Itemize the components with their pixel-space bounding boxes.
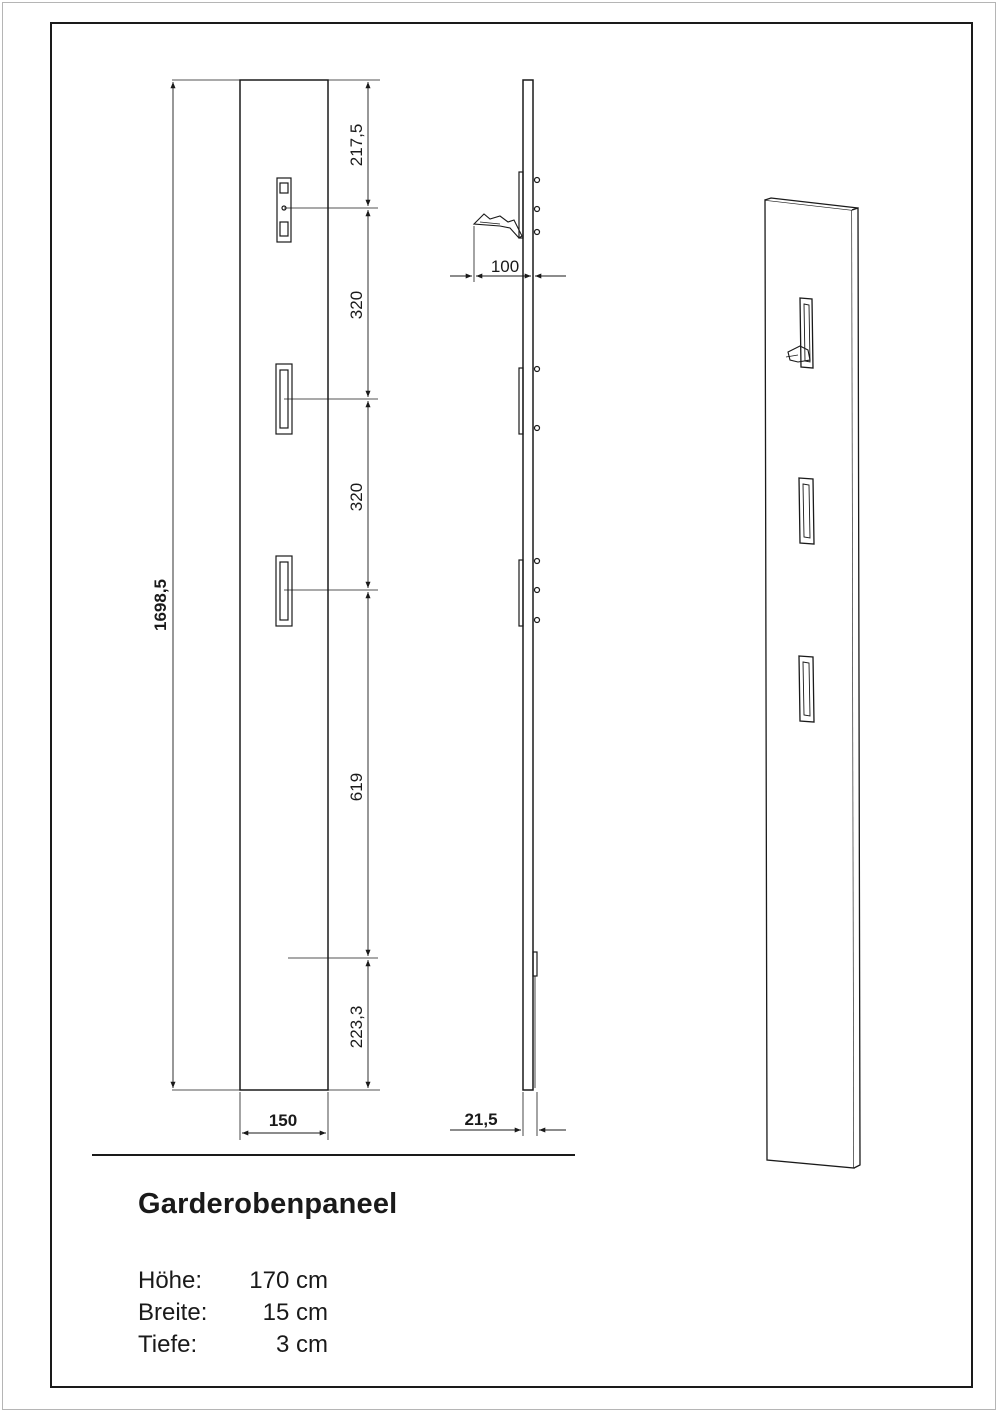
side-hook-1 xyxy=(474,172,540,238)
dim-hook-projection: 100 xyxy=(490,257,520,276)
spec-value: 3 cm xyxy=(275,1331,328,1358)
side-hook-2 xyxy=(519,367,540,435)
spec-list xyxy=(138,1265,398,1361)
side-view xyxy=(450,80,566,1136)
dim-segment-1: 217,5 xyxy=(347,123,366,167)
front-view xyxy=(172,80,380,1140)
spec-label: Breite: xyxy=(138,1299,208,1326)
spec-value: 15 cm xyxy=(262,1299,328,1326)
perspective-view xyxy=(765,198,860,1168)
spec-label: Tiefe: xyxy=(138,1331,198,1358)
spec-row-width xyxy=(138,1297,398,1329)
dim-segment-4: 619 xyxy=(347,772,366,802)
spec-label: Höhe: xyxy=(138,1267,203,1294)
dim-depth: 21,5 xyxy=(464,1110,498,1129)
side-hook-3 xyxy=(519,559,540,627)
dim-segment-3: 320 xyxy=(347,482,366,512)
dim-width: 150 xyxy=(268,1111,298,1130)
spec-value: 170 cm xyxy=(249,1267,328,1294)
dim-total-height: 1698,5 xyxy=(151,579,170,631)
spec-row-height xyxy=(138,1265,398,1297)
front-panel-outline xyxy=(240,80,328,1090)
side-panel-outline xyxy=(523,80,533,1090)
spec-row-depth xyxy=(138,1329,398,1361)
product-title: Garderobenpaneel xyxy=(138,1188,398,1220)
front-hook-3 xyxy=(276,556,292,626)
dim-segment-5: 223,3 xyxy=(347,1005,366,1049)
front-hook-1 xyxy=(277,178,291,242)
dim-segment-2: 320 xyxy=(347,290,366,320)
